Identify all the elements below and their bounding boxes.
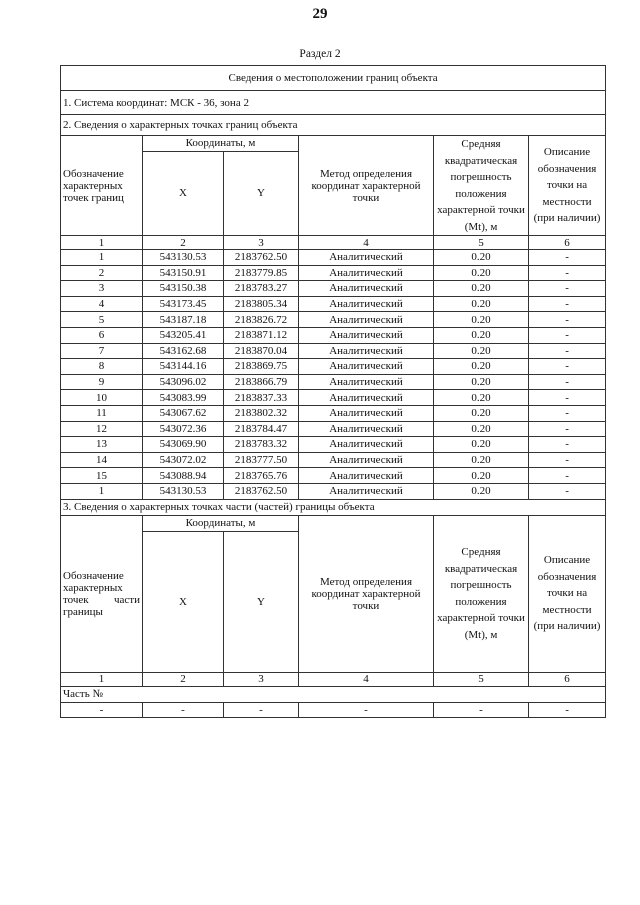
empty-cell: - (434, 702, 529, 718)
table-row (61, 374, 606, 390)
table-row (61, 250, 606, 266)
coord-system: 1. Система координат: МСК - 36, зона 2 (61, 91, 606, 115)
table-row (61, 296, 606, 312)
table-cell: - (529, 281, 606, 297)
table-cell: 0.20 (434, 312, 529, 328)
table-cell: 543096.02 (143, 374, 224, 390)
table-cell: 5 (61, 312, 143, 328)
table-cell: Аналитический (299, 281, 434, 297)
table-cell: 543088.94 (143, 468, 224, 484)
table-cell: - (529, 343, 606, 359)
table-cell: - (529, 468, 606, 484)
table-row (61, 390, 606, 406)
table-row (61, 327, 606, 343)
part2-title: 2. Сведения о характерных точках границ объекта (61, 115, 606, 136)
table-cell: - (529, 359, 606, 375)
table-cell: - (529, 437, 606, 453)
table-cell: Аналитический (299, 343, 434, 359)
table-cell: 8 (61, 359, 143, 375)
table-cell: 0.20 (434, 265, 529, 281)
table-cell: 2183779.85 (224, 265, 299, 281)
table-cell: Аналитический (299, 327, 434, 343)
table-cell: 0.20 (434, 374, 529, 390)
col-num: 5 (434, 672, 529, 686)
header-x: X (143, 151, 224, 235)
col-num: 2 (143, 236, 224, 250)
col-num: 1 (61, 236, 143, 250)
header-y: Y (224, 151, 299, 235)
table-cell: 543205.41 (143, 327, 224, 343)
table-cell: 3 (61, 281, 143, 297)
header-method: Метод определения координат характерной точки (299, 136, 434, 236)
table-cell: Аналитический (299, 296, 434, 312)
part-label: Часть № (61, 686, 606, 702)
table-cell: 9 (61, 374, 143, 390)
boundaries-table (60, 65, 606, 718)
table-cell: 12 (61, 421, 143, 437)
table-cell: 0.20 (434, 405, 529, 421)
empty-row (61, 702, 606, 718)
empty-cell: - (143, 702, 224, 718)
table-cell: 13 (61, 437, 143, 453)
table-cell: Аналитический (299, 468, 434, 484)
table-cell: 543072.02 (143, 452, 224, 468)
table-cell: 6 (61, 327, 143, 343)
table-row (61, 421, 606, 437)
table-cell: 2183869.75 (224, 359, 299, 375)
table-cell: 14 (61, 452, 143, 468)
table-row (61, 312, 606, 328)
table-cell: - (529, 250, 606, 266)
col-num: 5 (434, 236, 529, 250)
header3-coords: Координаты, м (143, 515, 299, 531)
header3-x: X (143, 531, 224, 672)
table-cell: 2183765.76 (224, 468, 299, 484)
table-row (61, 359, 606, 375)
table-cell: 0.20 (434, 250, 529, 266)
table-cell: 543130.53 (143, 250, 224, 266)
table-cell: 0.20 (434, 281, 529, 297)
table-row (61, 343, 606, 359)
col-num: 3 (224, 672, 299, 686)
header-coords: Координаты, м (143, 136, 299, 152)
table-cell: 15 (61, 468, 143, 484)
table-cell: 2183783.32 (224, 437, 299, 453)
table-cell: Аналитический (299, 250, 434, 266)
table-cell: 543083.99 (143, 390, 224, 406)
empty-cell: - (224, 702, 299, 718)
table-cell: 0.20 (434, 421, 529, 437)
empty-cell: - (529, 702, 606, 718)
table-cell: 1 (61, 483, 143, 499)
table-row (61, 405, 606, 421)
table-cell: Аналитический (299, 483, 434, 499)
table-cell: 7 (61, 343, 143, 359)
table-cell: 4 (61, 296, 143, 312)
table-cell: Аналитический (299, 390, 434, 406)
column-numbers-row-3 (61, 672, 606, 686)
header3-description: Описание обозначения точки на местности (при наличии) (529, 515, 606, 672)
table-cell: 543130.53 (143, 483, 224, 499)
table-row (61, 452, 606, 468)
col-num: 3 (224, 236, 299, 250)
table-cell: Аналитический (299, 437, 434, 453)
table-cell: Аналитический (299, 312, 434, 328)
table-cell: 0.20 (434, 468, 529, 484)
table-row (61, 483, 606, 499)
header3-method: Метод определения координат характерной точки (299, 515, 434, 672)
table-cell: 0.20 (434, 390, 529, 406)
table-cell: 543173.45 (143, 296, 224, 312)
header-description: Описание обозначения точки на местности (при наличии) (529, 136, 606, 236)
table-cell: 543162.68 (143, 343, 224, 359)
table-cell: - (529, 296, 606, 312)
table-cell: 0.20 (434, 437, 529, 453)
points-body (61, 250, 606, 500)
table-cell: - (529, 390, 606, 406)
table-cell: 2183783.27 (224, 281, 299, 297)
table-row (61, 468, 606, 484)
table-title: Сведения о местоположении границ объекта (61, 66, 606, 91)
table-cell: 2183870.04 (224, 343, 299, 359)
table-cell: - (529, 452, 606, 468)
header-error: Средняя квадратическая погрешность положения характерной точки (Mt), м (434, 136, 529, 236)
table-cell: 543072.36 (143, 421, 224, 437)
table-cell: Аналитический (299, 374, 434, 390)
table-cell: 2 (61, 265, 143, 281)
table-cell: 2183784.47 (224, 421, 299, 437)
table-cell: - (529, 483, 606, 499)
header3-error: Средняя квадратическая погрешность положения характерной точки (Mt), м (434, 515, 529, 672)
table-cell: 0.20 (434, 452, 529, 468)
table-cell: 543187.18 (143, 312, 224, 328)
page-number: 29 (312, 6, 328, 22)
table-cell: 2183777.50 (224, 452, 299, 468)
part3-title: 3. Сведения о характерных точках части (частей) границы объекта (61, 499, 606, 515)
col-num: 1 (61, 672, 143, 686)
table-cell: 2183871.12 (224, 327, 299, 343)
table-cell: 543069.90 (143, 437, 224, 453)
table-cell: 2183837.33 (224, 390, 299, 406)
table-cell: Аналитический (299, 405, 434, 421)
table-row (61, 265, 606, 281)
col-num: 6 (529, 236, 606, 250)
table-cell: 2183762.50 (224, 250, 299, 266)
table-cell: Аналитический (299, 265, 434, 281)
table-cell: 2183805.34 (224, 296, 299, 312)
table-cell: 0.20 (434, 343, 529, 359)
header3-designation (61, 515, 143, 672)
table-cell: 2183762.50 (224, 483, 299, 499)
table-cell: - (529, 265, 606, 281)
table-cell: 543067.62 (143, 405, 224, 421)
table-cell: 543144.16 (143, 359, 224, 375)
table-cell: 0.20 (434, 296, 529, 312)
table-cell: 2183802.32 (224, 405, 299, 421)
table-cell: 2183826.72 (224, 312, 299, 328)
table-cell: 543150.91 (143, 265, 224, 281)
table-cell: 2183866.79 (224, 374, 299, 390)
table-cell: 543150.38 (143, 281, 224, 297)
col-num: 4 (299, 672, 434, 686)
table-cell: 0.20 (434, 327, 529, 343)
col-num: 2 (143, 672, 224, 686)
table-cell: Аналитический (299, 359, 434, 375)
table-cell: - (529, 312, 606, 328)
col-num: 6 (529, 672, 606, 686)
header3-y: Y (224, 531, 299, 672)
empty-cell: - (299, 702, 434, 718)
table-row (61, 281, 606, 297)
table-cell: Аналитический (299, 421, 434, 437)
section-title: Раздел 2 (299, 48, 341, 60)
table-cell: 0.20 (434, 359, 529, 375)
table-cell: 11 (61, 405, 143, 421)
empty-cell: - (61, 702, 143, 718)
column-numbers-row (61, 236, 606, 250)
table-cell: Аналитический (299, 452, 434, 468)
table-cell: 0.20 (434, 483, 529, 499)
table-cell: 1 (61, 250, 143, 266)
header-designation: Обозначение характерных точек границ (61, 136, 143, 236)
col-num: 4 (299, 236, 434, 250)
header3-designation-text: Обозначение характерных точек части границы (63, 569, 140, 618)
table-cell: - (529, 327, 606, 343)
table-cell: - (529, 374, 606, 390)
table-cell: - (529, 405, 606, 421)
table-row (61, 437, 606, 453)
table-cell: 10 (61, 390, 143, 406)
table-cell: - (529, 421, 606, 437)
